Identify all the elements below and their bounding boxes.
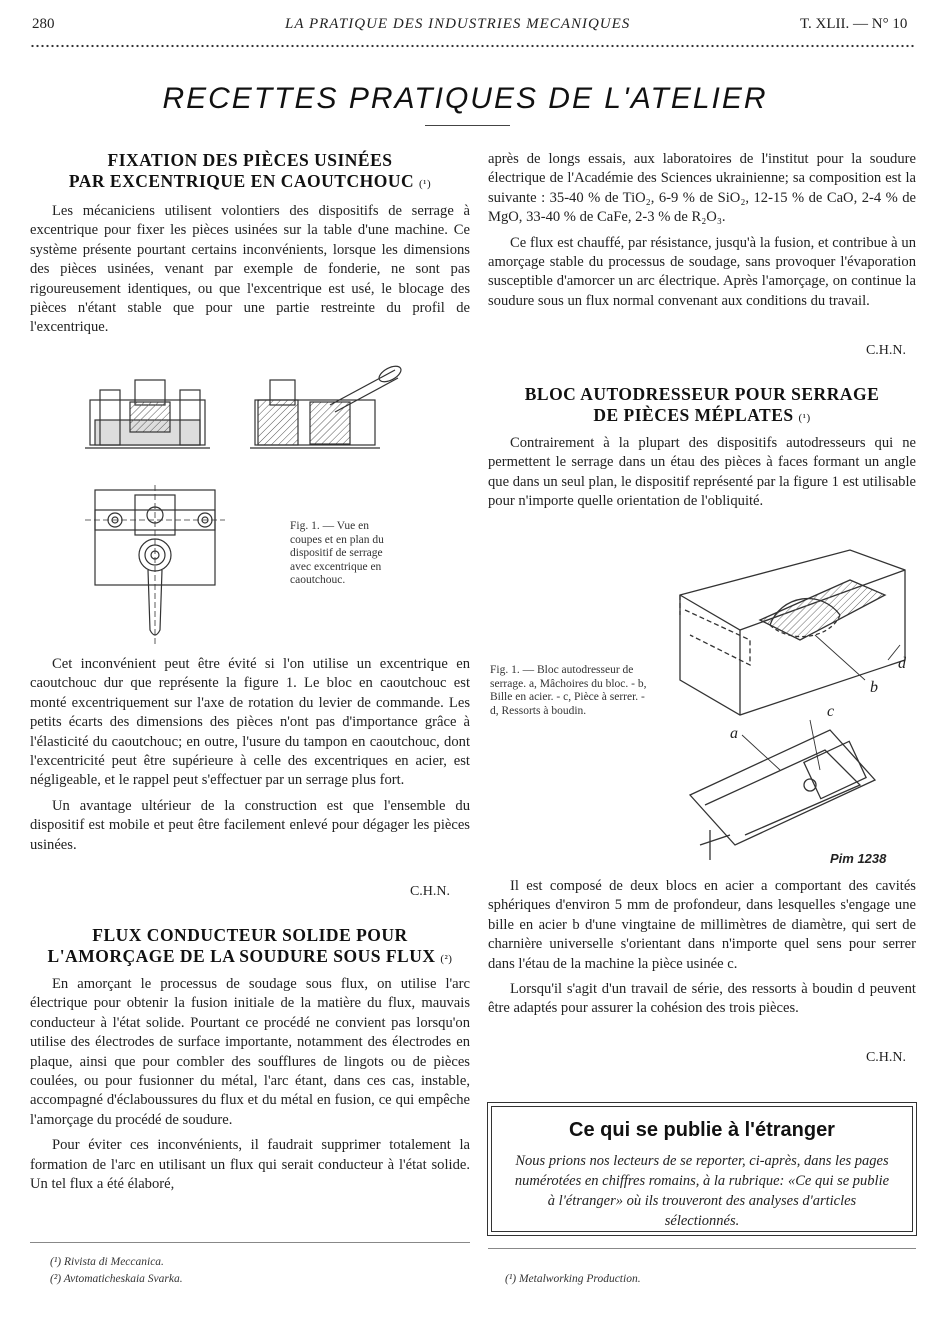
article1-signature: C.H.N. <box>409 884 450 899</box>
article1-text-b <box>30 655 470 855</box>
footnote-left-2: (²) Avtomaticheskaia Svarka. <box>50 1273 183 1285</box>
figure2-caption: Fig. 1. — Bloc autodresseur de serrage. a, Mâchoires du bloc. - b, Bille en acier. - c, Pièce à serrer. - d, Ressorts à boudin. <box>490 664 647 717</box>
article3-title: BLOC AUTODRESSEUR POUR SERRAGE DE PIÈCES MÉPLATES (¹) <box>524 384 880 425</box>
self-aligning-block-figure <box>660 540 920 870</box>
journal-title: LA PRATIQUE DES INDUSTRIES MECANIQUES <box>285 16 631 32</box>
article1-title: FIXATION DES PIÈCES USINÉES PAR EXCENTRIQUE EN CAOUTCHOUC (¹) <box>68 150 432 191</box>
header-dotted-rule <box>30 44 914 48</box>
article3-signature: C.H.N. <box>865 1050 906 1065</box>
clamp-figure <box>80 360 410 650</box>
article1-text-a <box>30 202 470 338</box>
label-a: a <box>730 725 738 742</box>
footnote-left-1: (¹) Rivista di Meccanica. <box>50 1256 164 1268</box>
article2-paragraph: En amorçant le processus de soudage sous flux, on utilise l'arc électrique pour obtenir la fusion initiale de la matière du flux, mauvais conducteur à l'état solide. Pourtant ce procédé ne convient pas lorsqu'on utilise des électrodes de surface importante, notamment des électrodes en plaque, ainsi que pour combler des soufflures de lingots ou de pièces coulées, ou pour fusionner du métal, l'arc étant, dans ces cas, instable, accompagné d'éclaboussures du flux et du métal en fusion, ce qui empêche l'amorçage du procédé de soudure. <box>30 976 470 1128</box>
page-number: 280 <box>32 16 55 32</box>
article2-text-b <box>488 150 916 311</box>
footnote-right-1: (¹) Metalworking Production. <box>505 1273 641 1285</box>
article3-text-a <box>488 434 916 512</box>
issue-number: T. XLII. — N° 10 <box>800 16 908 32</box>
article3-text-b <box>488 877 916 1019</box>
article2-title: FLUX CONDUCTEUR SOLIDE POUR L'AMORÇAGE DE LA SOUDURE SOUS FLUX (²) <box>47 925 453 966</box>
article2-paragraph: Pour éviter ces inconvénients, il faudrait supprimer totalement la formation de l'arc en utilisant un flux qui serait conducteur à l'état solide. Un tel flux a été élaboré, <box>30 1137 470 1193</box>
notice-box <box>487 1102 917 1236</box>
label-d: d <box>898 655 906 672</box>
article3-paragraph: Lorsqu'il s'agit d'un travail de série, des ressorts à boudin d peuvent être adaptés pour assurer la cohésion des trois pièces. <box>488 981 916 1017</box>
figure1-caption: Fig. 1. — Vue en coupes et en plan du dispositif de serrage avec excentrique en caoutchouc. <box>290 520 384 586</box>
footnote-rule-right <box>488 1248 916 1249</box>
article2-signature: C.H.N. <box>865 343 906 358</box>
article3-paragraph: Contrairement à la plupart des dispositifs autodresseurs qui ne permettent le serrage dans un étau des pièces à faces formant un angle que dans un seul plan, le dispositif représenté par la figure 1 est utilisable pour n'importe quelle orientation de l'obliquité. <box>488 435 916 510</box>
article2-paragraph: après de longs essais, aux laboratoires de l'institut pour la soudure électrique de l'Académie des Sciences ukrainienne; sa composition est la suivante : 35-40 % de TiO₂, 6-9 % de SiO₂, 12-15 % de CaO, 2-4 % de MgO, 33-40 % de CaFe, 2-3 % de R₂O₃. <box>488 151 916 226</box>
label-b: b <box>870 679 878 696</box>
article2-paragraph: Ce flux est chauffé, par résistance, jusqu'à la fusion, et contribue à un amorçage stable du processus de soudage, sans provoquer l'évaporation susceptible d'amorcer un arc électrique. Après l'amorçage, on continue la soudure sous un flux normal convenant aux conditions du travail. <box>488 234 916 309</box>
article1-paragraph: Un avantage ultérieur de la construction est que l'ensemble du dispositif est mobile et peut être facilement enlevé pour dégager les pièces usinées. <box>30 797 470 853</box>
article2-text-a <box>30 975 470 1194</box>
figure-reference: Pim 1238 <box>830 851 887 866</box>
article1-paragraph: Cet inconvénient peut être évité si l'on utilise un excentrique en caoutchouc dur que représente la figure 1. Le bloc en caoutchouc est monté excentriquement sur l'axe de rotation du levier de commande. Les petits écarts des dimensions des pièces n'ont pas d'importance grâce à l'élasticité du caoutchouc; en outre, l'usure du tampon en caoutchouc, dont l'excentricité peut être supérieure à celle des excentriques en acier, est négligeable, et le rappel peut s'effectuer par un serrage plus fort. <box>30 656 470 789</box>
page-title: RECETTES PRATIQUES DE L'ATELIER <box>162 82 768 115</box>
title-rule <box>425 125 510 126</box>
article3-paragraph: Il est composé de deux blocs en acier a comportant des cavités sphériques d'environ 5 mm de profondeur, dans lesquelles s'engage une bille en acier b d'une vingtaine de millimètres de diamètre, qui sert de charnière universelle s'orientant dans n'importe quel sens pour serrer dans l'étau de la machine la pièce usinée c. <box>488 878 916 972</box>
footnote-rule-left <box>30 1242 470 1243</box>
notice-title: Ce qui se publie à l'étranger <box>569 1119 835 1141</box>
article1-paragraph: Les mécaniciens utilisent volontiers des dispositifs de serrage à excentrique pour fixer les pièces usinées sur la table d'une machine. Ce système présente pourtant certains inconvénients, lorsque les dimensions des pièces usinées, venant par exemple de fonderie, ne sont pas rigoureusement identiques, ou que l'excentrique est usé, le blocage des pièces n'étant stable que pour une partie restreinte du profil de l'excentrique. <box>30 203 470 336</box>
notice-text: Nous prions nos lecteurs de se reporter, ci-après, dans les pages numérotées en chiffres romains, à la rubrique: «Ce qui se publie à l'étranger» où ils trouveront des analyses d'articles sélectionnés. <box>514 1153 890 1229</box>
label-c: c <box>827 703 835 720</box>
